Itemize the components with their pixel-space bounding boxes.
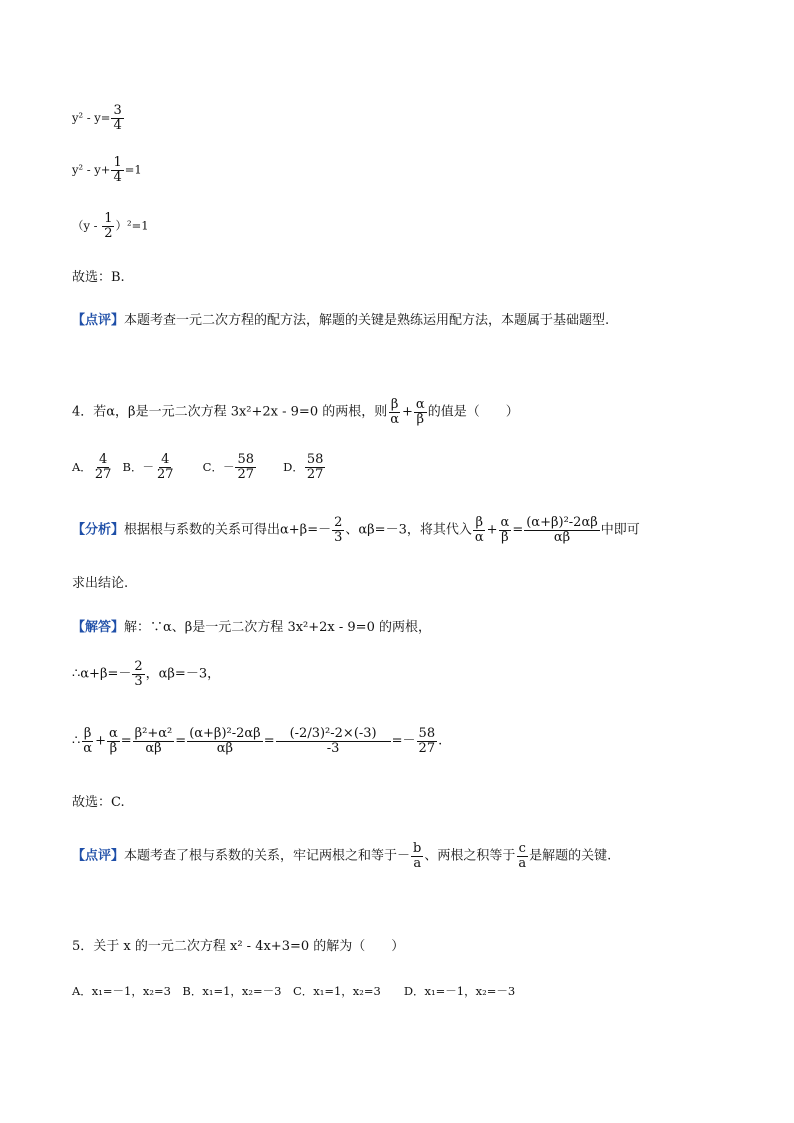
comment-line-q4: 【点评】本题考查了根与系数的关系，牢记两根之和等于－ $\frac{b}{a}$ 、两根之积等于 $\frac{c}{a}$ 是解题的关键.: [72, 841, 612, 871]
comment-line: 【点评】本题考查一元二次方程的配方法，解题的关键是熟练运用配方法，本题属于基础题型.: [72, 313, 610, 328]
fraction: $\frac{\alpha}{\beta}$: [500, 515, 510, 545]
fraction: $\frac{\alpha}{\beta}$: [415, 397, 425, 427]
equation-line-1: y² - y= $\frac{3}{4}$: [72, 103, 122, 133]
fraction: $\frac{2}{3}$: [134, 659, 143, 689]
answer-line-q4: 故选：C.: [72, 795, 125, 810]
solution-line-2: ∴α+β=－ $\frac{2}{3}$ ，αβ=－3，: [72, 659, 221, 689]
option-b: B．－ $\frac{4}{27}$: [122, 452, 174, 482]
analysis-continuation: 求出结论.: [72, 576, 129, 591]
fraction: $\frac{3}{4}$: [113, 103, 122, 133]
comment-tag: 【点评】: [72, 313, 125, 328]
fraction: $\frac{\beta}{\alpha}$: [83, 726, 93, 756]
solution-tag: 【解答】: [72, 620, 125, 635]
fraction: $\frac{\text{(α+β)²-2αβ}}{\alpha\beta}$: [526, 515, 598, 545]
solution-line-1: 【解答】解：∵α、β是一元二次方程 3x²+2x - 9=0 的两根，: [72, 620, 431, 635]
fraction: $\frac{\text{β²+α²}}{\alpha\beta}$: [134, 726, 173, 756]
fraction: $\frac{\alpha}{\beta}$: [108, 726, 118, 756]
question-4-options: [72, 453, 326, 481]
equation-line-3: （y - $\frac{1}{2}$ ）²=1: [72, 211, 149, 241]
question-5-stem: 5．关于 x 的一元二次方程 x² - 4x+3=0 的解为（ ）: [72, 939, 405, 954]
fraction: $\frac{1}{4}$: [113, 155, 122, 185]
comment-tag: 【点评】: [72, 848, 125, 864]
fraction: $\frac{\text{(-2/3)²-2×(-3)}}{-3}$: [276, 727, 391, 755]
fraction: $\frac{58}{27}$: [418, 726, 436, 756]
solution-line-3: ∴ $\frac{\beta}{\alpha}$ + $\frac{\alpha}{\beta}$ = $\frac{\text{β²+α²}}{\alpha\beta}$ = $\frac{\text{(α+β)²-2αβ}}{\alpha\beta}$ = $\frac{\text{(-2/3)²-2×(-3)}}{-3}$ =－ $\frac{58}{27}$ .: [72, 726, 443, 756]
fraction: $\frac{\beta}{\alpha}$: [390, 397, 400, 427]
analysis-line: 【分析】根据根与系数的关系可得出α+β=－ $\frac{2}{3}$ 、αβ=－3，将其代入 $\frac{\beta}{\alpha}$ + $\frac{\alpha}{\beta}$ = $\frac{\text{(α+β)²-2αβ}}{\alpha\beta}$ 中即可: [72, 515, 640, 545]
fraction: $\frac{\text{(α+β)²-2αβ}}{\alpha\beta}$: [189, 726, 261, 756]
fraction: $\frac{\beta}{\alpha}$: [474, 515, 484, 545]
option-a: A． $\frac{4}{27}$: [72, 452, 112, 482]
question-4-stem: 4．若α，β是一元二次方程 3x²+2x - 9=0 的两根，则 $\frac{\beta}{\alpha}$ + $\frac{\alpha}{\beta}$ 的值是（ ）: [72, 397, 519, 427]
answer-line: 故选：B.: [72, 270, 125, 285]
fraction: $\frac{b}{a}$: [413, 841, 422, 871]
fraction: $\frac{c}{a}$: [518, 841, 527, 871]
equation-line-2: y² - y+ $\frac{1}{4}$ =1: [72, 155, 142, 185]
option-c: C．－ $\frac{58}{27}$: [202, 452, 254, 482]
fraction: $\frac{1}{2}$: [104, 211, 113, 241]
fraction: $\frac{2}{3}$: [334, 515, 343, 545]
option-d: D． $\frac{58}{27}$: [283, 452, 324, 482]
analysis-tag: 【分析】: [72, 522, 125, 538]
question-5-options: A．x₁=－1，x₂=3 B．x₁=1，x₂=－3 C．x₁=1，x₂=3 D．x₁=－1，x₂=－3: [72, 984, 516, 998]
